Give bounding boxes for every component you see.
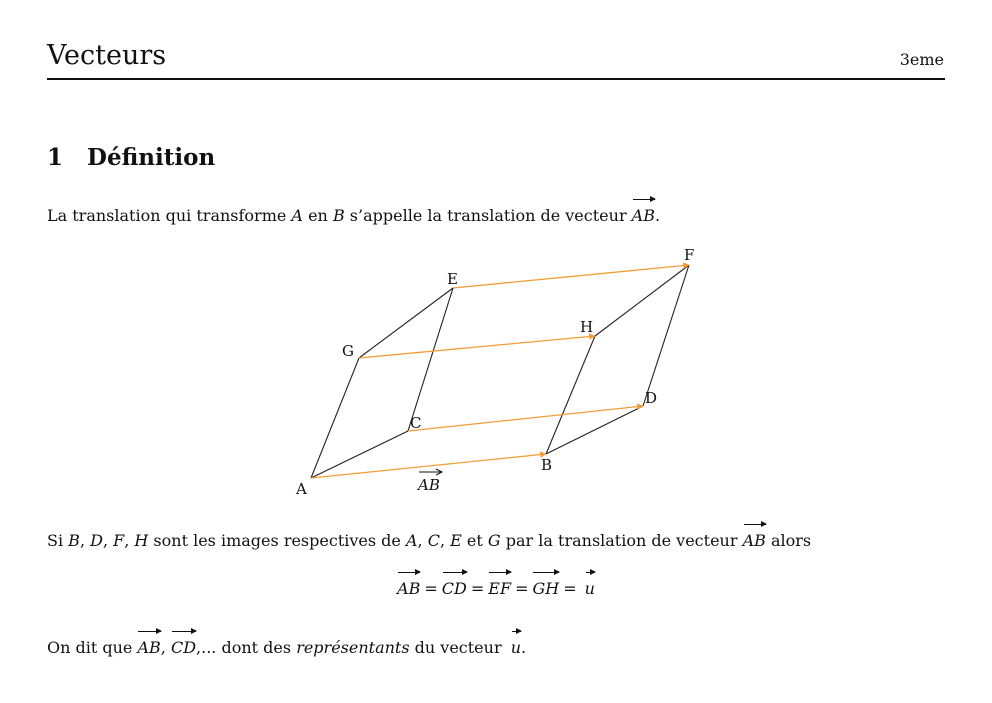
vector-ab: AB — [397, 579, 421, 598]
text: , — [439, 531, 451, 550]
translation-vectors — [311, 265, 689, 478]
section-title: Définition — [87, 144, 216, 171]
text: La translation qui transforme — [47, 206, 292, 225]
vector-g-h — [359, 336, 595, 358]
text: s’appelle la translation de vecteur — [344, 206, 632, 225]
math: D — [90, 531, 103, 550]
section-number: 1 — [47, 144, 64, 171]
vector-ab: AB — [742, 531, 766, 550]
images-paragraph — [47, 530, 811, 552]
edge-d-f — [643, 265, 689, 406]
point-label-c: C — [410, 414, 422, 432]
text: , — [417, 531, 428, 550]
equals-sign: = — [563, 579, 577, 598]
text: par la translation de vecteur — [500, 531, 743, 550]
point-label-d: D — [645, 389, 658, 407]
parallelogram-edges — [311, 265, 689, 478]
page-header-level: 3eme — [899, 50, 944, 69]
vector-ef: EF — [488, 579, 512, 598]
text: Si — [47, 531, 69, 550]
emphasis: représentants — [296, 638, 410, 657]
vector-gh: GH — [532, 579, 560, 598]
representants-paragraph — [47, 637, 526, 659]
text: . — [654, 206, 661, 225]
math: B — [68, 531, 80, 550]
text: sont les images respectives de — [148, 531, 406, 550]
vector-u: u — [510, 638, 521, 657]
point-label-e: E — [447, 270, 458, 288]
point-label-a: A — [296, 480, 307, 498]
edge-a-g — [311, 358, 359, 478]
text: ,... dont des — [196, 638, 297, 657]
point-label-h: H — [580, 318, 594, 336]
text: alors — [765, 531, 812, 550]
text: On dit que — [47, 638, 138, 657]
math: E — [450, 531, 462, 550]
math: C — [427, 531, 440, 550]
text: du vecteur — [409, 638, 507, 657]
math: A — [405, 531, 418, 550]
math: H — [134, 531, 149, 550]
text: en — [302, 206, 333, 225]
text: , — [102, 531, 114, 550]
math: F — [113, 531, 125, 550]
text: , — [79, 531, 91, 550]
point-label-g: G — [342, 342, 354, 360]
text: et — [461, 531, 488, 550]
text: , — [124, 531, 135, 550]
vector-a-b — [311, 454, 546, 478]
equals-sign: = — [515, 579, 529, 598]
point-label-b: B — [541, 456, 553, 474]
svg-text:AB: AB — [418, 476, 440, 494]
vector-c-d — [408, 406, 643, 431]
vector-ab: AB — [631, 206, 655, 225]
page-header-title: Vecteurs — [47, 40, 167, 71]
vector-cd: CD — [170, 638, 197, 657]
vector-u: u — [584, 579, 595, 598]
edge-c-e — [408, 288, 453, 431]
point-label-f: F — [684, 246, 695, 264]
equals-sign: = — [424, 579, 438, 598]
vector-equality-equation — [0, 578, 992, 600]
edge-h-f — [595, 265, 689, 336]
edge-b-h — [546, 336, 595, 454]
math: G — [487, 531, 501, 550]
vector-cd: CD — [441, 579, 467, 598]
edge-g-e — [359, 288, 453, 358]
edge-a-c — [311, 431, 408, 478]
text: , — [160, 638, 171, 657]
math-b: B — [332, 206, 345, 225]
math-a: A — [291, 206, 303, 225]
text: . — [521, 638, 527, 657]
edge-b-d — [546, 406, 643, 454]
vector-ab: AB — [137, 638, 161, 657]
vector-ab-label — [416, 469, 442, 494]
vector-e-f — [453, 265, 689, 288]
equals-sign: = — [470, 579, 485, 598]
